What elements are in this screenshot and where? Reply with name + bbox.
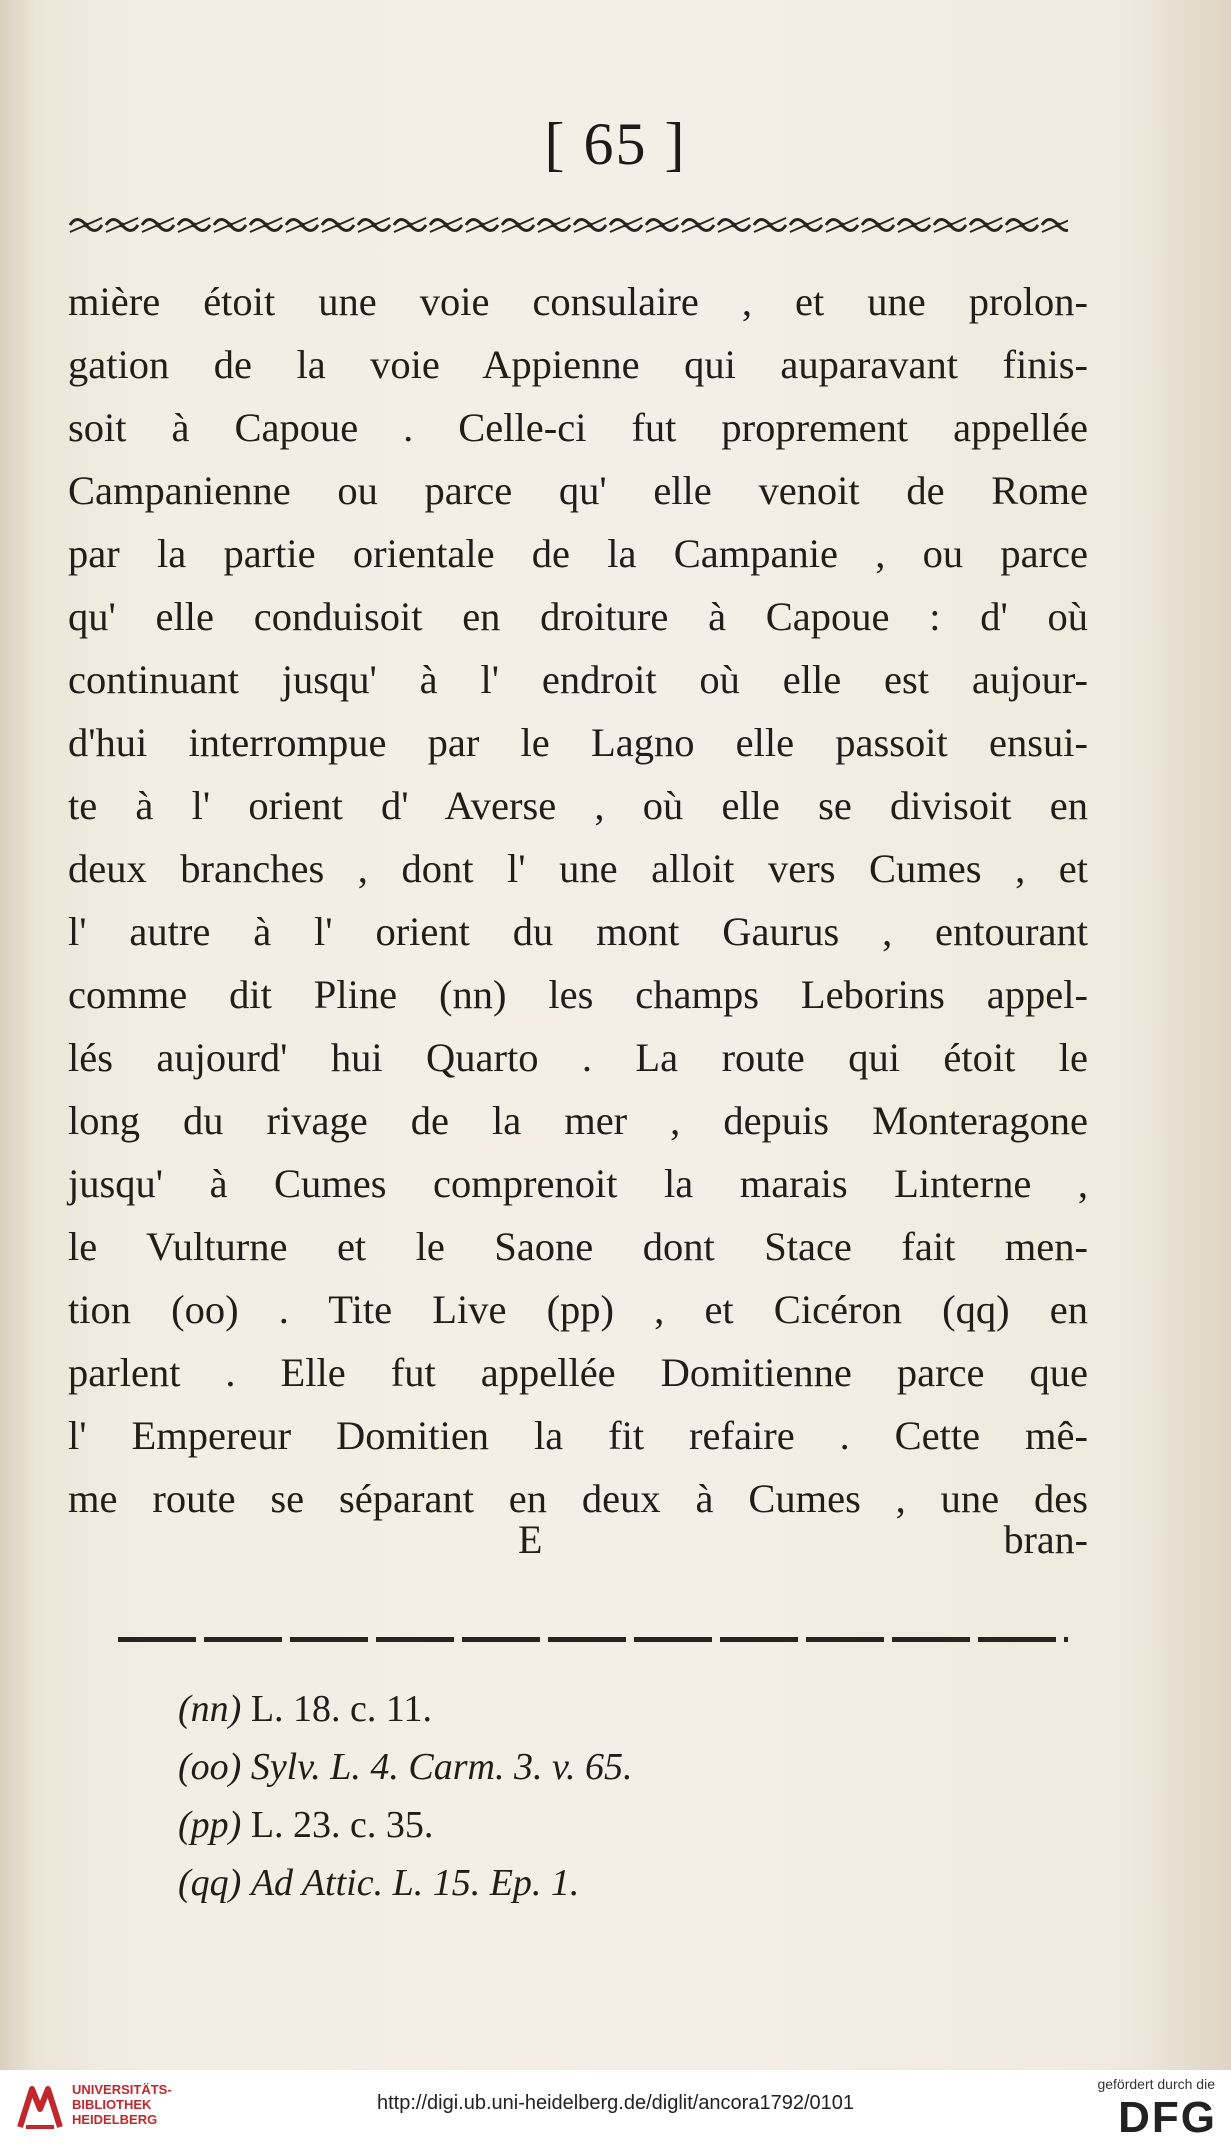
body-line: tion (oo) . Tite Live (pp) , et Cicéron (qq) en bbox=[68, 1287, 1088, 1332]
signature-row bbox=[68, 1516, 1088, 1576]
library-name-line: UNIVERSITÄTS- bbox=[72, 2082, 172, 2097]
footnote-item bbox=[178, 1796, 878, 1854]
viewer-footer bbox=[0, 2070, 1231, 2145]
library-name-line: BIBLIOTHEK bbox=[72, 2097, 152, 2112]
body-line: le Vulturne et le Saone dont Stace fait men- bbox=[68, 1224, 1088, 1269]
body-line: d'hui interrompue par le Lagno elle passoit ensui- bbox=[68, 720, 1088, 765]
footnote-item bbox=[178, 1738, 878, 1796]
funder-label: gefördert durch die bbox=[1097, 2076, 1215, 2092]
body-line: te à l' orient d' Averse , où elle se divisoit en bbox=[68, 783, 1088, 828]
footnote-mark: (nn) bbox=[178, 1688, 242, 1730]
page-number: [ 65 ] bbox=[544, 111, 687, 177]
footnote-item bbox=[178, 1680, 878, 1738]
body-line: l' Empereur Domitien la fit refaire . Cette mê- bbox=[68, 1413, 1088, 1458]
body-line: jusqu' à Cumes comprenoit la marais Linterne , bbox=[68, 1161, 1088, 1206]
footnotes bbox=[178, 1680, 878, 1912]
body-line: gation de la voie Appienne qui auparavant finis- bbox=[68, 342, 1088, 387]
footnote-mark: (oo) bbox=[178, 1746, 242, 1788]
body-line: soit à Capoue . Celle-ci fut proprement appellée bbox=[68, 405, 1088, 450]
catchword: bran- bbox=[1003, 1517, 1088, 1562]
body-line: me route se séparant en deux à Cumes , une des bbox=[68, 1476, 1088, 1521]
footnote-text: Sylv. L. 4. Carm. 3. v. 65. bbox=[250, 1746, 633, 1788]
body-line: parlent . Elle fut appellée Domitienne parce que bbox=[68, 1350, 1088, 1395]
footnote-text: Ad Attic. L. 15. Ep. 1. bbox=[250, 1862, 580, 1904]
body-line: deux branches , dont l' une alloit vers Cumes , et bbox=[68, 846, 1088, 891]
printer-signature-mark: E bbox=[518, 1517, 543, 1562]
body-line: comme dit Pline (nn) les champs Leborins appel- bbox=[68, 972, 1088, 1017]
body-text bbox=[68, 270, 1088, 1530]
footnote-mark: (pp) bbox=[178, 1804, 242, 1846]
footnote-divider bbox=[118, 1637, 1068, 1642]
body-line: par la partie orientale de la Campanie , ou parce bbox=[68, 531, 1088, 576]
decorative-border-ornament bbox=[68, 212, 1068, 238]
dfg-logo[interactable]: DFG bbox=[1118, 2093, 1217, 2142]
footnote-mark: (qq) bbox=[178, 1862, 242, 1904]
footnote-text: L. 18. c. 11. bbox=[250, 1688, 432, 1730]
body-line: qu' elle conduisoit en droiture à Capoue : d' où bbox=[68, 594, 1088, 639]
body-line: l' autre à l' orient du mont Gaurus , entourant bbox=[68, 909, 1088, 954]
body-line: mière étoit une voie consulaire , et une prolon- bbox=[68, 279, 1088, 324]
body-line: continuant jusqu' à l' endroit où elle est aujour- bbox=[68, 657, 1088, 702]
library-name-line: HEIDELBERG bbox=[72, 2112, 158, 2127]
body-line: Campanienne ou parce qu' elle venoit de Rome bbox=[68, 468, 1088, 513]
body-line: lés aujourd' hui Quarto . La route qui étoit le bbox=[68, 1035, 1088, 1080]
permalink-url[interactable]: http://digi.ub.uni-heidelberg.de/diglit/ancora1792/0101 bbox=[376, 2092, 855, 2114]
footnote-text: L. 23. c. 35. bbox=[250, 1804, 434, 1846]
body-line: long du rivage de la mer , depuis Monteragone bbox=[68, 1098, 1088, 1143]
footnote-item bbox=[178, 1854, 878, 1912]
